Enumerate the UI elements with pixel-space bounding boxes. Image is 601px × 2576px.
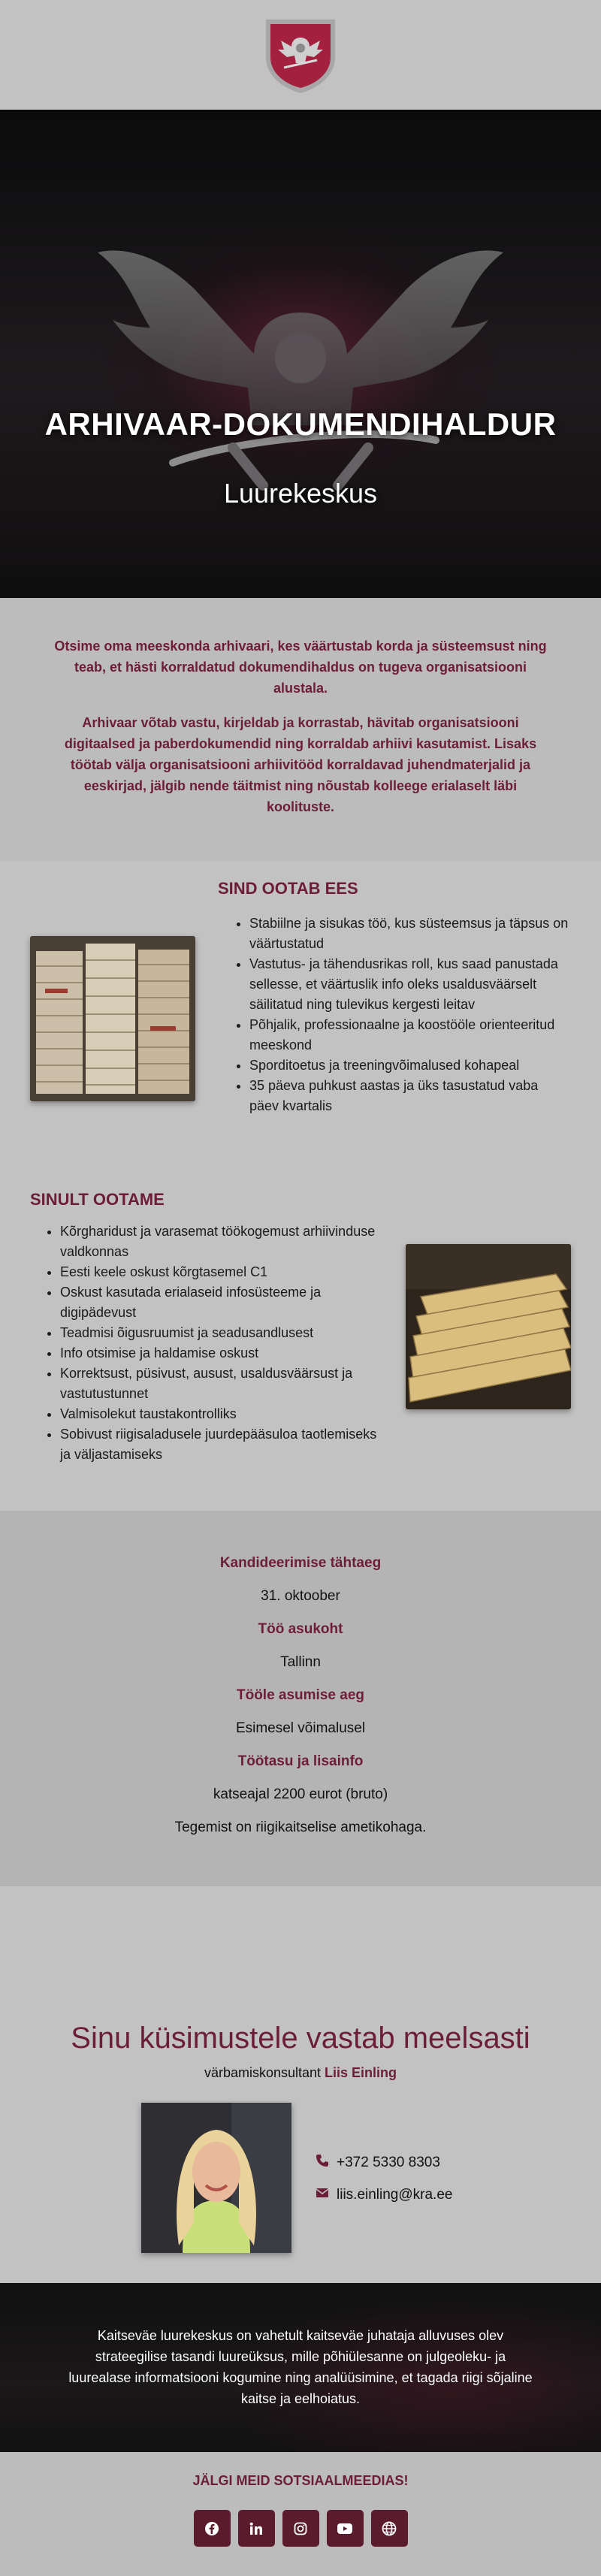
- footer: [0, 2452, 601, 2576]
- envelope-icon: [316, 2187, 329, 2203]
- follow-heading: JÄLGI MEID SOTSIAALMEEDIAS!: [192, 2473, 409, 2488]
- offer-list: [233, 914, 571, 1116]
- paper-stacks-photo: [30, 936, 195, 1101]
- requirements-section: [0, 1176, 601, 1511]
- list-item: • Oskust kasutada erialaseid infosüsteeme ja digipädevust: [60, 1282, 382, 1323]
- list-item: • 35 päeva puhkust aastas ja üks tasustatud vaba päev kvartalis: [249, 1076, 571, 1116]
- intro-paragraph: Otsime oma meeskonda arhivaari, kes väärtustab korda ja süsteemsust ning teab, et hästi korraldatud dokumendihaldus on tugeva organisatsiooni alustala.: [54, 639, 547, 696]
- list-item: • Sobivust riigisaladusele juurdepääsuloa taotlemiseks ja väljastamiseks: [60, 1424, 382, 1465]
- list-item: • Vastutus- ja tähendusrikas roll, kus saad panustada sellesse, et väärtuslik info oleks usaldusväärselt säilitatud ning tulevikus kergesti leitav: [249, 954, 571, 1015]
- social-links: [0, 2510, 601, 2547]
- list-item: • Eesti keele oskust kõrgtasemel C1: [60, 1262, 382, 1282]
- intro-section: [0, 598, 601, 861]
- intelligence-crest-icon[interactable]: [261, 15, 340, 95]
- contact-role: [0, 2065, 601, 2081]
- eagle-emblem-icon: [83, 200, 518, 523]
- contact-name: Liis Einling: [325, 2065, 397, 2080]
- deadline-label: Kandideerimise tähtaeg: [219, 1555, 382, 1571]
- phone-icon: [316, 2154, 329, 2172]
- organization-statement: [0, 2283, 601, 2452]
- statement-text: Kaitseväe luurekeskus on vahetult kaitseväe juhataja alluvuses olev strateegilise tasandi luureüksus, mille põhiülesanne on julgeoleku- ja luurealase informatsiooni kogumine ning analüüsimine, et tagada riigi sõjaline kaitse ja eelhoiatus.: [68, 2328, 533, 2406]
- department-subtitle: Luurekeskus: [223, 478, 378, 509]
- list-item: • Stabiilne ja sisukas töö, kus süsteemsus ja täpsus on väärtustatud: [249, 914, 571, 954]
- list-item: • Teadmisi õigusruumist ja seadusandlusest: [60, 1323, 382, 1343]
- instagram-icon[interactable]: [282, 2510, 319, 2547]
- contact-role-label: värbamiskonsultant: [204, 2065, 322, 2080]
- list-item: • Põhjalik, professionaalne ja koostööle orienteeritud meeskond: [249, 1015, 571, 1055]
- job-details-section: [0, 1511, 601, 1886]
- avatar: [141, 2103, 291, 2253]
- linkedin-icon[interactable]: [238, 2510, 275, 2547]
- list-item: • Sporditoetus ja treeningvõimalused kohapeal: [249, 1055, 571, 1076]
- youtube-icon[interactable]: [327, 2510, 364, 2547]
- offer-heading: SIND OOTAB EES: [218, 879, 358, 898]
- offer-section: [0, 861, 601, 1176]
- start-value: Esimesel võimalusel: [235, 1720, 366, 1736]
- phone-link[interactable]: [316, 2154, 440, 2172]
- contact-section: [0, 1886, 601, 2283]
- start-label: Tööle asumise aeg: [236, 1687, 364, 1703]
- list-item: • Info otsimise ja haldamise oskust: [60, 1343, 382, 1363]
- globe-icon[interactable]: [371, 2510, 408, 2547]
- location-label: Töö asukoht: [258, 1621, 343, 1637]
- intro-paragraph: Arhivaar võtab vastu, kirjeldab ja korrastab, hävitab organisatsiooni digitaalsed ja paberdokumendid ning korraldab arhiivi kasutamist. Lisaks töötab välja organisatsiooni arhiivitööd korraldavad juhendmaterjalid ja eeskirjad, jälgib nende täitmist ning nõustab kolleege erialaselt läbi koolituste.: [64, 715, 537, 814]
- header: [0, 0, 601, 110]
- contact-heading: Sinu küsimustele vastab meelsasti: [71, 2022, 530, 2055]
- list-item: • Kõrgharidust ja varasemat töökogemust arhiivinduse valdkonnas: [60, 1222, 382, 1262]
- deadline-value: 31. oktoober: [261, 1588, 340, 1604]
- file-folders-photo: [406, 1244, 571, 1409]
- requirements-list: [44, 1222, 382, 1465]
- email-address: liis.einling@kra.ee: [337, 2187, 453, 2203]
- hero-banner: [0, 110, 601, 598]
- salary-value: katseajal 2200 eurot (bruto): [213, 1786, 388, 1802]
- salary-label: Töötasu ja lisainfo: [237, 1753, 364, 1769]
- email-link[interactable]: [316, 2187, 452, 2203]
- facebook-icon[interactable]: [194, 2510, 231, 2547]
- list-item: • Korrektsust, püsivust, ausust, usaldusväärsust ja vastutustunnet: [60, 1363, 382, 1404]
- location-value: Tallinn: [280, 1654, 321, 1670]
- position-note: Tegemist on riigikaitselise ametikohaga.: [174, 1820, 427, 1835]
- phone-number: +372 5330 8303: [337, 2155, 440, 2170]
- requirements-heading: SINULT OOTAME: [30, 1190, 165, 1209]
- list-item: • Valmisolekut taustakontrolliks: [60, 1404, 382, 1424]
- job-title: ARHIVAAR-DOKUMENDIHALDUR: [44, 406, 557, 442]
